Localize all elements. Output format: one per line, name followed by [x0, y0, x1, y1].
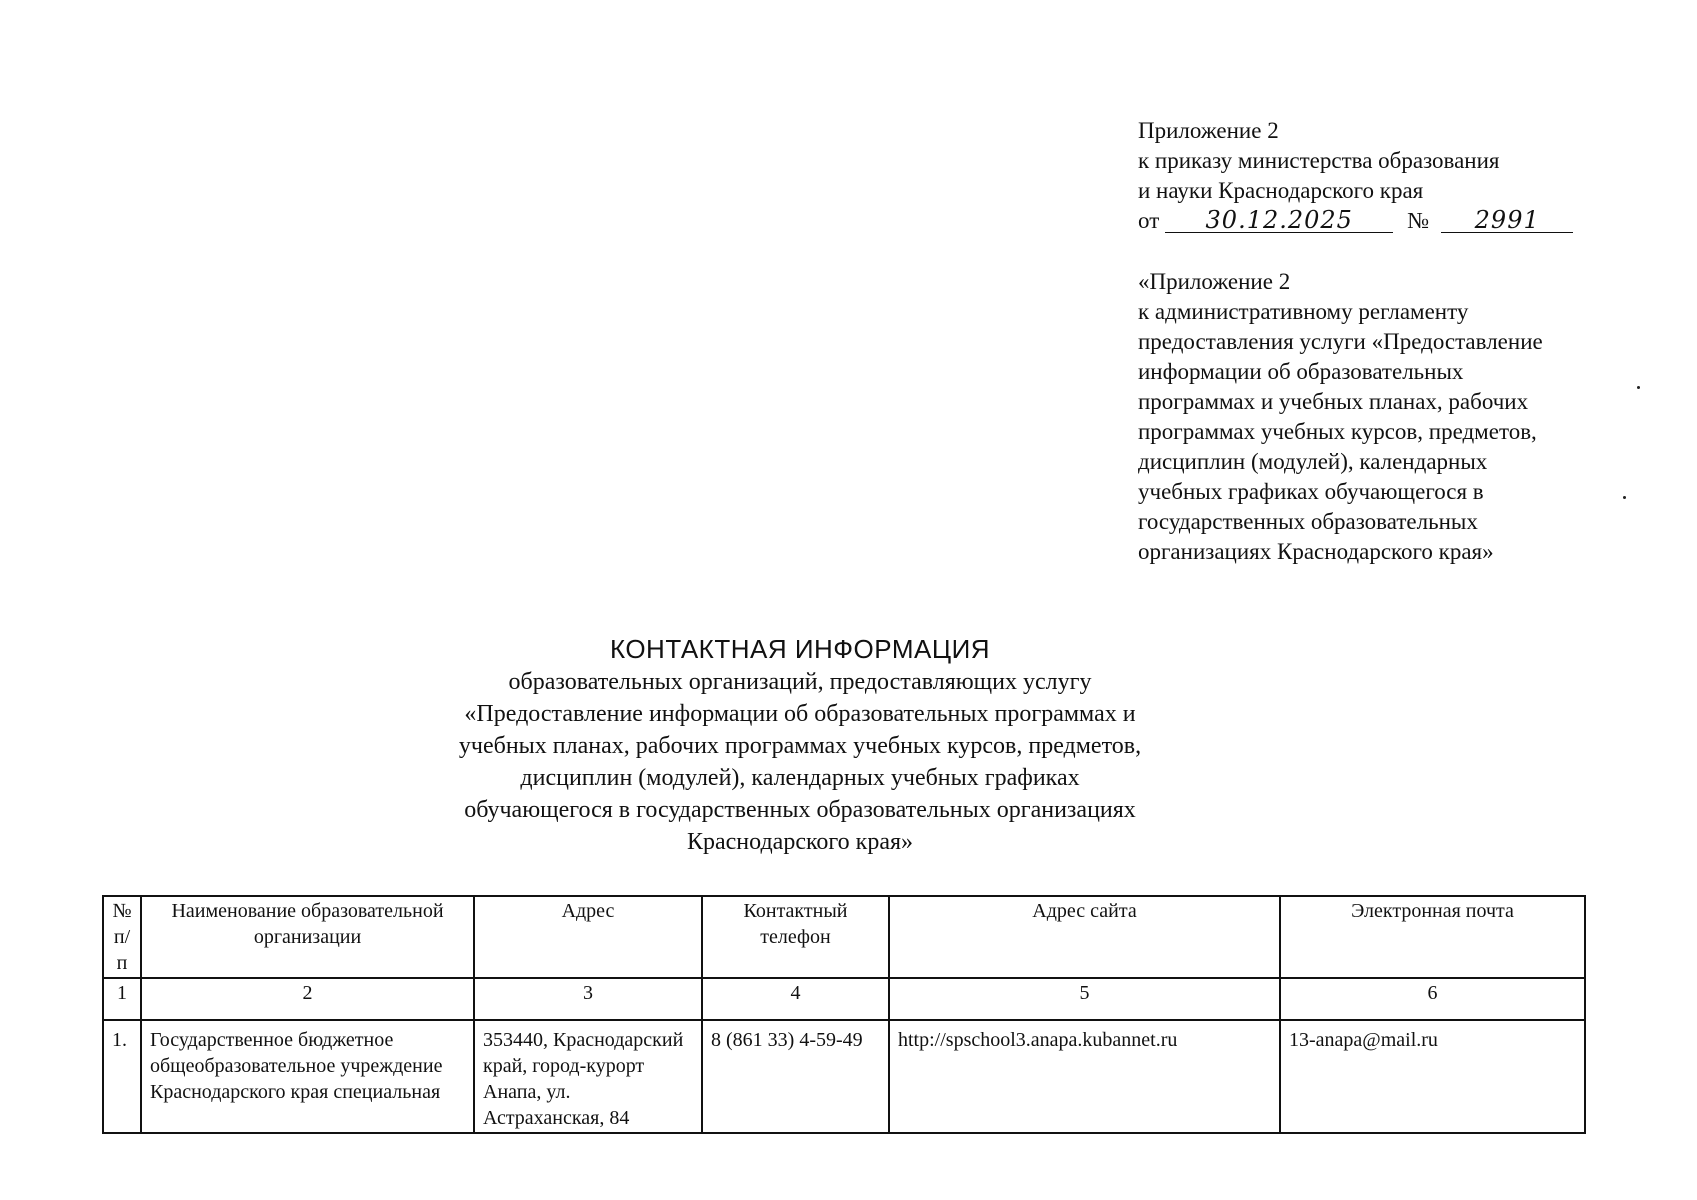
regulation-reference-block [1138, 267, 1658, 567]
date-prefix: от [1138, 208, 1160, 233]
regulation-line: программах учебных курсов, предметов, [1138, 419, 1537, 444]
title-line: образовательных организаций, предоставляющих услугу [508, 669, 1092, 695]
contacts-table [102, 895, 1586, 1134]
regulation-line: программах и учебных планах, рабочих [1138, 389, 1529, 414]
organization-email-link[interactable]: 13-anapa@mail.ru [1280, 1020, 1585, 1133]
column-number: 2 [141, 978, 474, 1020]
column-number: 3 [474, 978, 702, 1020]
table-row [103, 1020, 1585, 1133]
order-reference-line: и науки Краснодарского края [1138, 178, 1424, 203]
organization-phone: 8 (861 33) 4-59-49 [702, 1020, 889, 1133]
title-line: «Предоставление информации об образовательных программах и [464, 701, 1136, 727]
order-date-number-line [1138, 206, 1573, 236]
row-number: 1. [103, 1020, 141, 1133]
number-sign: № [1407, 208, 1430, 233]
order-reference-block [1138, 116, 1573, 236]
regulation-line: государственных образовательных [1138, 509, 1478, 534]
organization-name: Государственное бюджетное общеобразовательное учреждение Краснодарского края специальная [141, 1020, 474, 1133]
regulation-line: информации об образовательных [1138, 359, 1464, 384]
regulation-line: организациях Краснодарского края» [1138, 539, 1494, 564]
scan-speck [1623, 496, 1626, 499]
table-header-row [103, 896, 1585, 978]
column-header-site: Адрес сайта [889, 896, 1280, 978]
appendix-title: Приложение 2 [1138, 118, 1279, 143]
regulation-line: предоставления услуги «Предоставление [1138, 329, 1543, 354]
document-heading: КОНТАКТНАЯ ИНФОРМАЦИЯ [609, 634, 991, 664]
order-reference-line: к приказу министерства образования [1138, 148, 1500, 173]
document-title-block [300, 632, 1300, 858]
column-number: 5 [889, 978, 1280, 1020]
column-header-name: Наименование образовательной организации [141, 896, 474, 978]
title-line: учебных планах, рабочих программах учебных курсов, предметов, [458, 733, 1142, 759]
organization-address: 353440, Краснодарский край, город-курорт Анапа, ул. Астраханская, 84 [474, 1020, 702, 1133]
scan-speck [1637, 386, 1640, 389]
column-number: 6 [1280, 978, 1585, 1020]
column-number: 4 [702, 978, 889, 1020]
regulation-line: учебных графиках обучающегося в [1138, 479, 1484, 504]
title-line: обучающегося в государственных образовательных организациях [464, 797, 1136, 823]
order-date-handwritten: 30.12.2025 [1165, 208, 1393, 233]
column-number: 1 [103, 978, 141, 1020]
regulation-line: дисциплин (модулей), календарных [1138, 449, 1488, 474]
column-header-email: Электронная почта [1280, 896, 1585, 978]
regulation-line: к административному регламенту [1138, 299, 1469, 324]
column-header-address: Адрес [474, 896, 702, 978]
column-number-row [103, 978, 1585, 1020]
organization-site-link[interactable]: http://spschool3.anapa.kubannet.ru [889, 1020, 1280, 1133]
column-header-phone: Контактный телефон [702, 896, 889, 978]
column-header-number: № п/п [103, 896, 141, 978]
title-line: Краснодарского края» [686, 829, 914, 855]
order-number-handwritten: 2991 [1441, 208, 1573, 233]
title-line: дисциплин (модулей), календарных учебных графиках [520, 765, 1080, 791]
regulation-line: «Приложение 2 [1138, 269, 1291, 294]
